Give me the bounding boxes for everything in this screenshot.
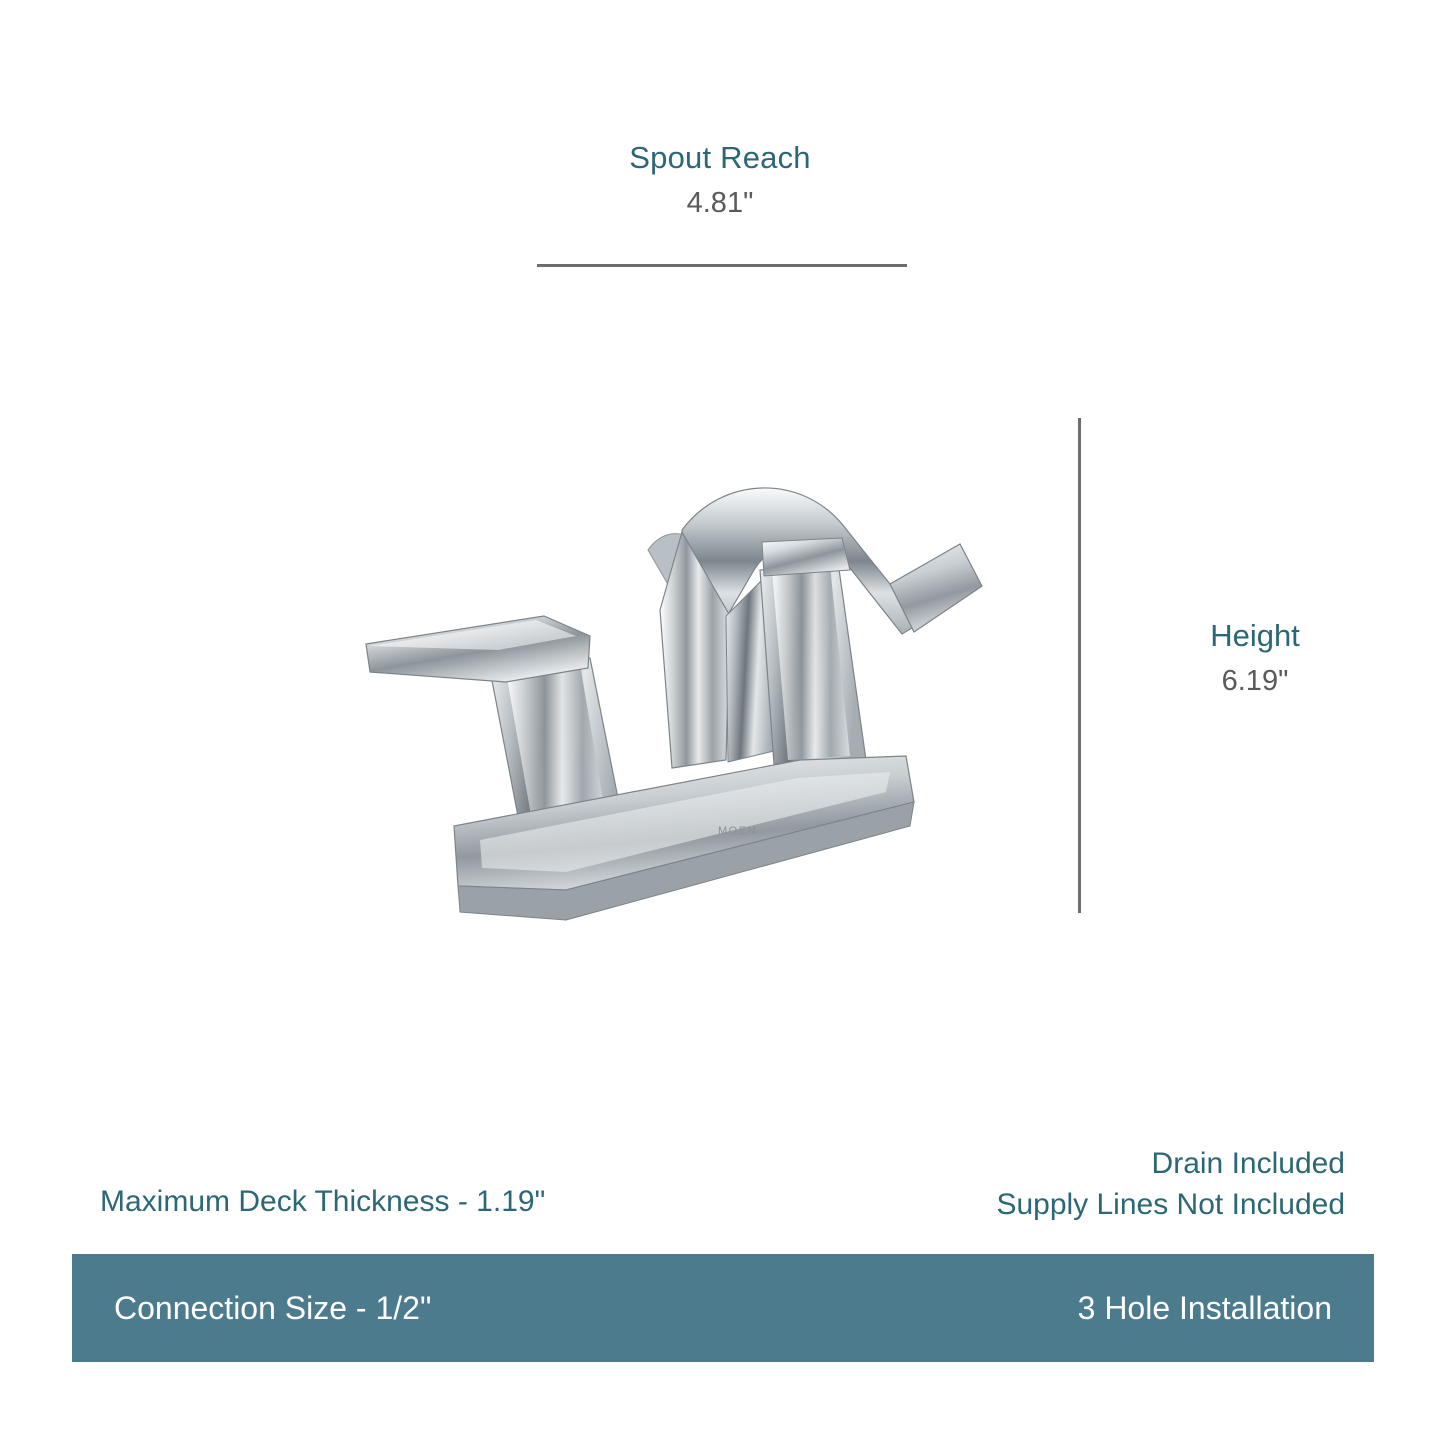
faucet-product-image: [330, 420, 1030, 980]
brand-mark: MOEN: [718, 825, 757, 837]
spout-reach-dimension-line: [537, 264, 907, 267]
height-callout: [1110, 618, 1400, 698]
inclusion-notes: [996, 1143, 1345, 1226]
height-label: Height: [1210, 618, 1300, 653]
hole-installation-text: 3 Hole Installation: [1077, 1289, 1332, 1326]
max-deck-thickness-note: Maximum Deck Thickness - 1.19": [100, 1185, 546, 1218]
connection-size-text: Connection Size - 1/2": [114, 1289, 432, 1326]
spec-bottom-bar: [72, 1254, 1374, 1362]
drain-included-note: Drain Included: [1151, 1147, 1345, 1180]
supply-lines-note: Supply Lines Not Included: [996, 1188, 1345, 1222]
height-value: 6.19": [1221, 665, 1289, 697]
spout-reach-label: Spout Reach: [629, 140, 811, 175]
height-dimension-line: [1078, 418, 1081, 913]
spout-reach-value: 4.81": [686, 187, 754, 219]
spout-reach-callout: [440, 140, 1000, 220]
